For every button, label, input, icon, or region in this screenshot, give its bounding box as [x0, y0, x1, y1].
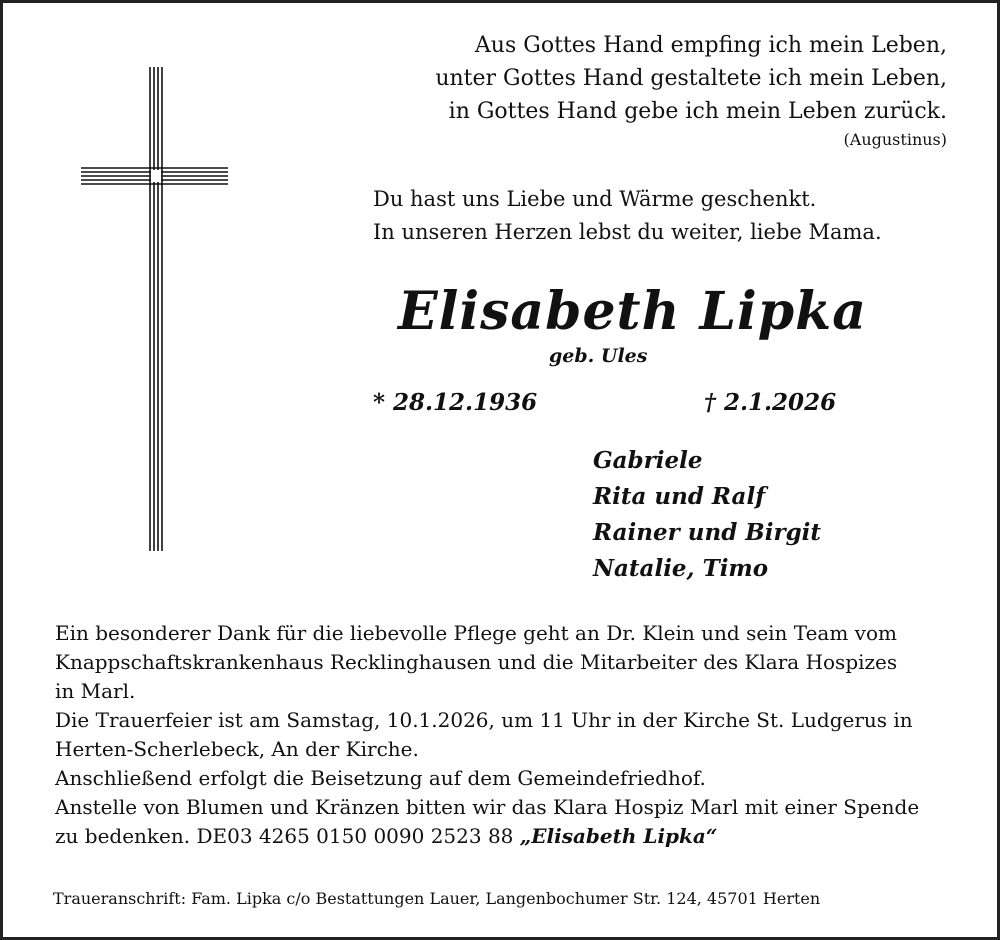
donation-reference: „Elisabeth Lipka“: [519, 824, 718, 848]
donation-line: [55, 822, 919, 851]
dedication-line: Du hast uns Liebe und Wärme geschenkt.: [373, 187, 817, 211]
dedication: [373, 183, 882, 249]
thanks-line: Ein besonderer Dank für die liebevolle Pflege geht an Dr. Klein und sein Team vom: [55, 621, 897, 645]
death-date: † 2.1.2026: [704, 389, 837, 416]
mourning-address: Traueranschrift: Fam. Lipka c/o Bestattungen Lauer, Langenbochumer Str. 124, 45701 Herten: [53, 889, 821, 908]
notice-body: [55, 619, 919, 851]
mourner: Rita und Ralf: [593, 483, 766, 510]
birth-date: * 28.12.1936: [373, 389, 538, 416]
cross-icon: [81, 67, 231, 551]
donation-line: Anstelle von Blumen und Kränzen bitten wir das Klara Hospiz Marl mit einer Spende: [55, 795, 920, 819]
mourner: Rainer und Birgit: [593, 519, 822, 546]
quote-line: unter Gottes Hand gestaltete ich mein Leben,: [435, 66, 947, 91]
quote-author: (Augustinus): [843, 130, 947, 149]
mourner: Gabriele: [593, 447, 703, 474]
maiden-name: geb. Ules: [549, 345, 648, 367]
deceased-name: Elisabeth Lipka: [398, 281, 867, 342]
service-line: Herten-Scherlebeck, An der Kirche.: [55, 737, 419, 761]
quote-line: in Gottes Hand gebe ich mein Leben zurück.: [448, 99, 947, 124]
quote-block: [435, 29, 947, 152]
service-line: Anschließend erfolgt die Beisetzung auf dem Gemeindefriedhof.: [55, 766, 706, 790]
quote-line: Aus Gottes Hand empfing ich mein Leben,: [474, 33, 947, 58]
dedication-line: In unseren Herzen lebst du weiter, liebe Mama.: [373, 220, 882, 244]
thanks-line: in Marl.: [55, 679, 136, 703]
service-line: Die Trauerfeier ist am Samstag, 10.1.2026, um 11 Uhr in der Kirche St. Ludgerus in: [55, 708, 913, 732]
mourners-list: [593, 443, 821, 587]
donation-iban: zu bedenken. DE03 4265 0150 0090 2523 88: [55, 824, 520, 848]
mourner: Natalie, Timo: [593, 555, 769, 582]
thanks-line: Knappschaftskrankenhaus Recklinghausen und die Mitarbeiter des Klara Hospizes: [55, 650, 898, 674]
